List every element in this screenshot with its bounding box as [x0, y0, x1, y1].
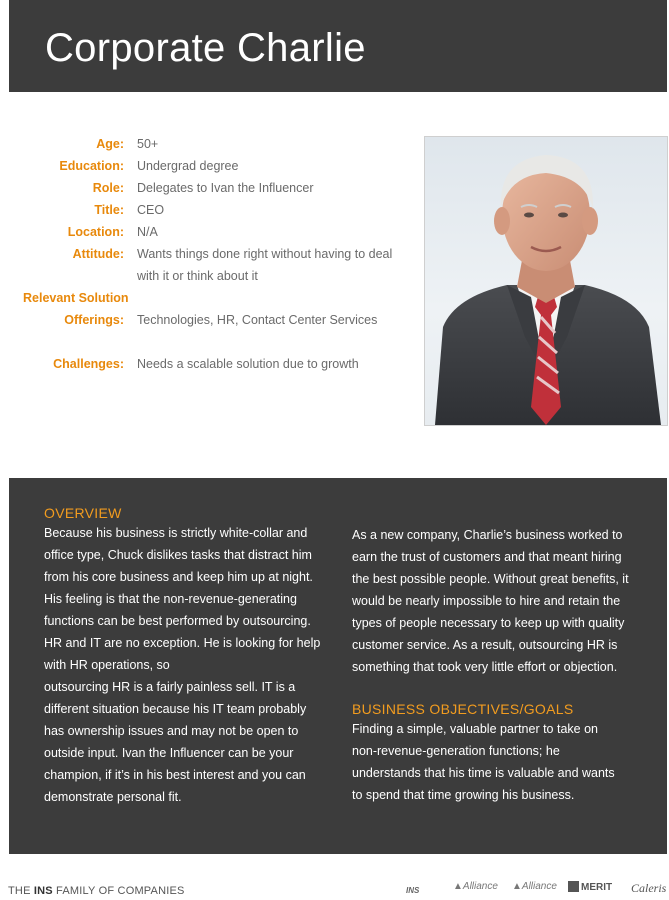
location-value: N/A — [137, 225, 158, 239]
footer-brand: INS — [33, 885, 53, 897]
education-label: Education: — [59, 159, 124, 173]
overview-line: outside input. Ivan the Influencer can be your — [44, 746, 294, 760]
footer-prefix: THE — [8, 885, 34, 897]
offerings-value: Technologies, HR, Contact Center Services — [137, 313, 378, 327]
overview-heading: OVERVIEW — [44, 505, 122, 521]
attitude-value-line2: with it or think about it — [137, 269, 258, 283]
profile-row-challenges — [10, 353, 410, 375]
page-title: Corporate Charlie — [45, 26, 366, 70]
objectives-line: understands that his time is valuable and wants — [352, 766, 615, 780]
objectives-column — [352, 700, 652, 806]
objectives-line: non-revenue-generation functions; he — [352, 744, 560, 758]
overview-right-line: something that took very little effort or objection. — [352, 660, 618, 674]
overview-line: champion, if it’s in his best interest and you can — [44, 768, 306, 782]
overview-line: functions can be best performed by outsourcing. — [44, 614, 311, 628]
persona-photo — [424, 136, 668, 426]
caleris-logo-icon: Caleris — [631, 881, 667, 895]
overview-right-column — [352, 524, 652, 678]
location-label: Location: — [67, 225, 124, 239]
overview-line: His feeling is that the non-revenue-generating — [44, 592, 297, 606]
footer-suffix: FAMILY OF COMPANIES — [52, 885, 185, 897]
education-value: Undergrad degree — [137, 159, 239, 173]
overview-right-line: As a new company, Charlie’s business worked to — [352, 528, 623, 542]
profile-details — [10, 133, 410, 375]
objectives-heading: BUSINESS OBJECTIVES/GOALS — [352, 701, 574, 717]
role-value: Delegates to Ivan the Influencer — [137, 181, 314, 195]
profile-row-location — [10, 221, 410, 243]
overview-right-line: earn the trust of customers and that meant hiring — [352, 550, 622, 564]
overview-right-line: customer service. As a result, outsourcing HR is — [352, 638, 618, 652]
footer-tagline — [8, 885, 185, 897]
header-banner — [9, 0, 667, 92]
alliance-logo-text-2: Alliance — [521, 881, 557, 892]
overview-line: demonstrate personal fit. — [44, 790, 182, 804]
overview-line: outsourcing HR is a fairly painless sell. IT is a — [44, 680, 296, 694]
ins-logo-icon: INS — [406, 886, 420, 895]
overview-column — [44, 504, 334, 808]
alliance-logo-icon-2: ▲Alliance — [512, 881, 557, 892]
profile-row-education — [10, 155, 410, 177]
objectives-line: Finding a simple, valuable partner to take on — [352, 722, 598, 736]
relevant-solution-label: Relevant Solution — [23, 291, 129, 305]
merit-logo-icon — [568, 881, 612, 893]
attitude-label: Attitude: — [72, 247, 124, 261]
overview-line: office type, Chuck dislikes tasks that distract him — [44, 548, 312, 562]
title-value: CEO — [137, 203, 165, 217]
businessman-portrait-icon — [425, 137, 667, 425]
overview-line: from his core business and keep him up at night. — [44, 570, 313, 584]
challenges-value: Needs a scalable solution due to growth — [137, 357, 359, 371]
overview-line: Because his business is strictly white-collar and — [44, 526, 308, 540]
profile-row-relevant — [10, 287, 410, 309]
objectives-line: to spend that time growing his business. — [352, 788, 575, 802]
profile-row-role — [10, 177, 410, 199]
offerings-label: Offerings: — [64, 313, 124, 327]
overview-right-line: would be nearly impossible to hire and retain the — [352, 594, 621, 608]
role-label: Role: — [92, 181, 124, 195]
attitude-value-line1: Wants things done right without having to deal — [137, 247, 393, 261]
overview-right-line: the best possible people. Without great benefits, it — [352, 572, 629, 586]
profile-row-title — [10, 199, 410, 221]
profile-row-age — [10, 133, 410, 155]
age-value: 50+ — [137, 137, 159, 151]
overview-panel — [9, 478, 667, 854]
overview-line: with HR operations, so — [44, 658, 170, 672]
merit-logo-text: MERIT — [581, 882, 613, 893]
overview-right-line: types of people necessary to keep up with quality — [352, 616, 625, 630]
profile-row-attitude — [10, 243, 410, 265]
overview-line: different situation because his IT team probably — [44, 702, 307, 716]
overview-line: HR and IT are no exception. He is looking for help — [44, 636, 321, 650]
alliance-logo-text: Alliance — [462, 881, 498, 892]
alliance-logo-icon: ▲Alliance — [453, 881, 498, 892]
profile-row-attitude-cont — [10, 265, 410, 287]
age-label: Age: — [96, 137, 124, 151]
title-label: Title: — [94, 203, 124, 217]
profile-row-offerings — [10, 309, 410, 331]
overview-line: has ownership issues and may not be open to — [44, 724, 299, 738]
challenges-label: Challenges: — [53, 357, 124, 371]
